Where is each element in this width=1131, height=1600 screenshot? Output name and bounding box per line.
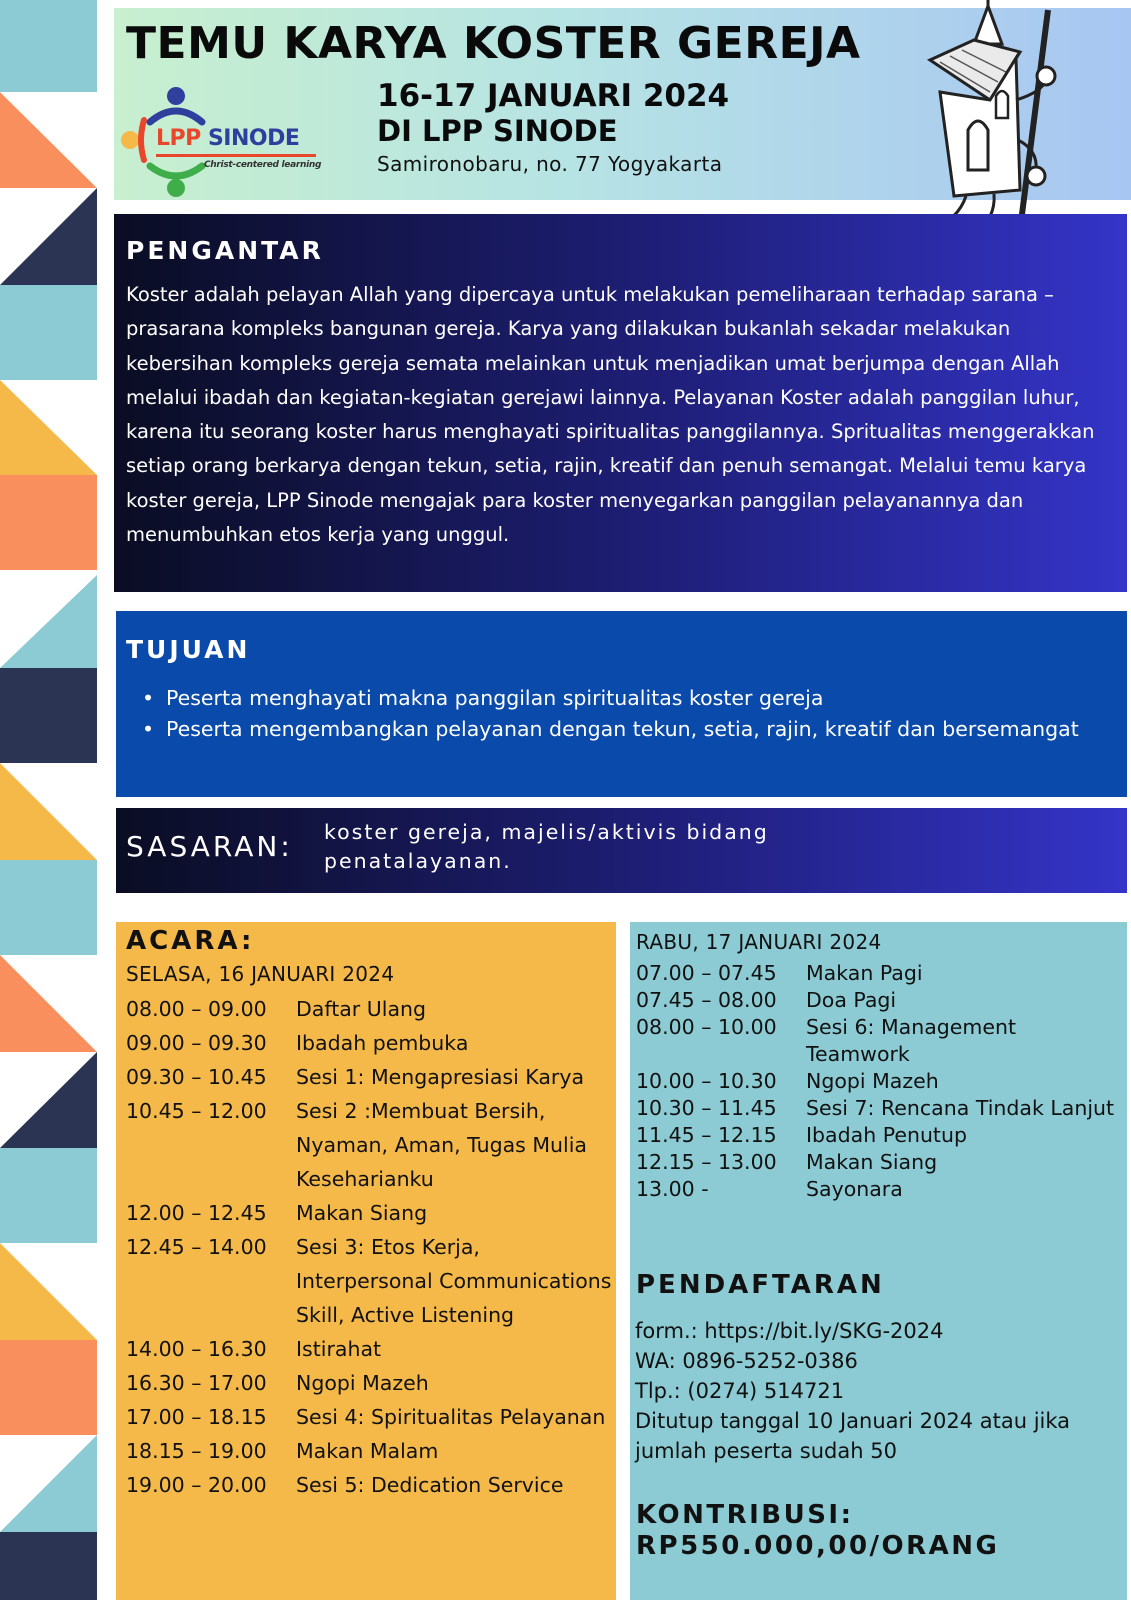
table-row (126, 1400, 616, 1434)
lpp-sinode-logo (120, 86, 320, 198)
registration-info (635, 1316, 1115, 1466)
schedule-activity: Sesi 7: Rencana Tindak Lanjut (806, 1096, 1115, 1120)
schedule-activity: Ngopi Mazeh (806, 1069, 939, 1093)
table-row (636, 1122, 1116, 1149)
day2-schedule (636, 960, 1116, 1203)
schedule-activity: Sesi 4: Spiritualitas Pelayanan (296, 1405, 606, 1429)
logo-wordmark: LPP SINODE (156, 126, 300, 151)
schedule-activity: Makan Malam (296, 1439, 439, 1463)
intro-heading: PENGANTAR (126, 236, 324, 265)
schedule-time: 08.00 – 09.00 (126, 997, 267, 1021)
event-venue: DI LPP SINODE (377, 114, 618, 148)
schedule-time: 18.15 – 19.00 (126, 1439, 267, 1463)
schedule-time: 19.00 – 20.00 (126, 1473, 267, 1497)
schedule-time: 11.45 – 12.15 (636, 1123, 777, 1147)
list-item: • Peserta menghayati makna panggilan spiritualitas koster gereja (136, 683, 1096, 714)
logo-tagline: Christ-centered learning (204, 160, 322, 170)
table-row (636, 1068, 1116, 1095)
schedule-time: 13.00 - (636, 1177, 709, 1201)
schedule-time: 10.00 – 10.30 (636, 1069, 777, 1093)
schedule-activity: Sayonara (806, 1177, 903, 1201)
schedule-activity: Sesi 1: Mengapresiasi Karya (296, 1065, 585, 1089)
triangle-pattern-icon (0, 0, 97, 1600)
schedule-activity: Makan Pagi (806, 961, 923, 985)
table-row (126, 1468, 616, 1502)
schedule-time: 10.30 – 11.45 (636, 1096, 777, 1120)
table-row (126, 992, 616, 1026)
event-date: 16-17 JANUARI 2024 (377, 78, 730, 114)
schedule-time: 16.30 – 17.00 (126, 1371, 267, 1395)
goals-list (136, 683, 1096, 745)
contribution-amount: RP550.000,00/ORANG (636, 1531, 1000, 1561)
registration-heading: PENDAFTARAN (636, 1270, 885, 1300)
goals-section (116, 611, 1127, 797)
schedule-activity: Makan Siang (806, 1150, 938, 1174)
schedule-activity: Sesi 6: Management Teamwork (806, 1015, 1017, 1066)
schedule-activity: Istirahat (296, 1337, 382, 1361)
decorative-strip (0, 0, 97, 1600)
day2-label: RABU, 17 JANUARI 2024 (636, 930, 882, 954)
table-row (126, 1434, 616, 1468)
list-item: • Peserta mengembangkan pelayanan dengan tekun, setia, rajin, kreatif dan bersemangat (136, 714, 1096, 745)
page-title: TEMU KARYA KOSTER GEREJA (126, 18, 861, 69)
schedule-activity: Sesi 2 :Membuat Bersih, Nyaman, Aman, Tugas Mulia Keseharianku (296, 1099, 587, 1191)
schedule-time: 09.00 – 09.30 (126, 1031, 267, 1055)
schedule-day2-section (630, 922, 1127, 1600)
target-text: koster gereja, majelis/aktivis bidang penatalayanan. (324, 820, 769, 873)
table-row (126, 1094, 616, 1196)
schedule-time: 07.00 – 07.45 (636, 961, 777, 985)
schedule-activity: Daftar Ulang (296, 997, 427, 1021)
schedule-activity: Makan Siang (296, 1201, 428, 1225)
registration-form-link[interactable]: form.: https://bit.ly/SKG-2024 (635, 1319, 944, 1343)
schedule-time: 09.30 – 10.45 (126, 1065, 267, 1089)
registration-closing-note: Ditutup tanggal 10 Januari 2024 atau jika jumlah peserta sudah 50 (635, 1409, 1071, 1463)
schedule-activity: Ibadah pembuka (296, 1031, 469, 1055)
target-section (116, 808, 1127, 893)
intro-text: Koster adalah pelayan Allah yang dipercaya untuk melakukan pemeliharaan terhadap sarana – prasarana kompleks bangunan gereja. Karya yang dilakukan bukanlah sekadar melakukan kebersihan kompleks gereja semata melainkan untuk menjadikan umat berjumpa dengan Allah melalui ibadah dan kegiatan-kegiatan gerejawi lainnya. Pelayanan Koster adalah panggilan luhur, karena itu seorang koster harus menghayati spiritualitas panggilannya. Spritualitas menggerakkan setiap orang berkarya dengan tekun, setia, rajin, kreatif dan penuh semangat. Melalui temu karya koster gereja, LPP Sinode mengajak para koster menyegarkan panggilan pelayanannya dan menumbuhkan etos kerja yang unggul. (126, 283, 1095, 547)
schedule-time: 07.45 – 08.00 (636, 988, 777, 1012)
schedule-activity: Ngopi Mazeh (296, 1371, 429, 1395)
table-row (126, 1196, 616, 1230)
registration-phone: Tlp.: (0274) 514721 (635, 1379, 845, 1403)
table-row (126, 1332, 616, 1366)
contribution-block (636, 1500, 1116, 1562)
schedule-time: 08.00 – 10.00 (636, 1015, 777, 1039)
table-row (126, 1230, 616, 1332)
table-row (636, 1149, 1116, 1176)
schedule-activity: Doa Pagi (806, 988, 897, 1012)
table-row (636, 1095, 1116, 1122)
table-row (636, 1014, 1116, 1068)
schedule-activity: Sesi 3: Etos Kerja, Interpersonal Communications Skill, Active Listening (296, 1235, 612, 1327)
table-row (126, 1060, 616, 1094)
schedule-heading: ACARA: (126, 926, 255, 956)
event-address: Samironobaru, no. 77 Yogyakarta (377, 152, 723, 176)
schedule-activity: Ibadah Penutup (806, 1123, 967, 1147)
day1-schedule (126, 992, 616, 1502)
schedule-time: 14.00 – 16.30 (126, 1337, 267, 1361)
table-row (126, 1026, 616, 1060)
contribution-label: KONTRIBUSI: (636, 1500, 854, 1530)
table-row (636, 960, 1116, 987)
table-row (636, 987, 1116, 1014)
target-label: SASARAN: (126, 830, 293, 863)
schedule-time: 17.00 – 18.15 (126, 1405, 267, 1429)
intro-section (114, 214, 1127, 592)
schedule-activity: Sesi 5: Dedication Service (296, 1473, 564, 1497)
goals-heading: TUJUAN (126, 635, 251, 664)
schedule-time: 12.00 – 12.45 (126, 1201, 267, 1225)
schedule-time: 12.45 – 14.00 (126, 1235, 267, 1259)
schedule-time: 10.45 – 12.00 (126, 1099, 267, 1123)
schedule-time: 12.15 – 13.00 (636, 1150, 777, 1174)
schedule-day1-section (116, 922, 616, 1600)
table-row (126, 1366, 616, 1400)
table-row (636, 1176, 1116, 1203)
registration-whatsapp: WA: 0896-5252-0386 (635, 1349, 858, 1373)
day1-label: SELASA, 16 JANUARI 2024 (126, 962, 395, 986)
